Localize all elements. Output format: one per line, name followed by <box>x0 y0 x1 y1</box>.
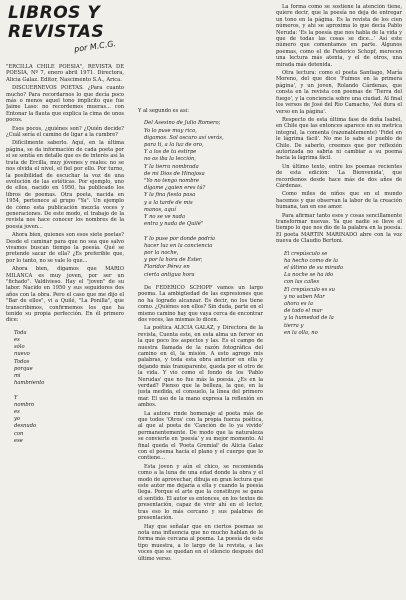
poem-line: nombro <box>14 401 35 408</box>
poem-line: Y la fina fiesta pasa <box>144 192 196 199</box>
poem-line: con <box>14 430 24 437</box>
col2-poem <box>144 120 263 278</box>
poem-line: hambriento <box>14 380 45 387</box>
col2-paragraph-2: De FEDERICO SCHOPF vamos un largo poema. La ambigüedad de las expresiones que no ha logrado alcanzar. Es decir, no los tiene como. ¿Quiénes son ellos? Sin duda, parte en el mismo camino hay que vaya cerca de encontrar dos voces, las mismas lo dicen. <box>138 284 263 323</box>
poem-line: y la humedad de la <box>284 315 334 322</box>
poem-line: y por la hora de Ester, <box>144 257 203 264</box>
poem-line: tierra y <box>284 322 304 329</box>
poem-line: es <box>14 337 20 344</box>
col2-paragraph-4: La autora rinde homenaje al poeta más de que todos 'Otros' con la propia fuerza poética, al que al poeta de 'Canción de lo ya vivido' permanentemente. De modo que la naturaleza se convierte en 'poesía' y su mejor momento. Al final queda el 'Poeta Gremial' de Alicia Galaz con el poema hacia el plano y el cuerpo que lo contiene... <box>138 410 263 462</box>
poem-line: sólo <box>14 344 25 351</box>
masthead-byline: por M.C.G. <box>73 39 117 54</box>
col1-paragraph-1: DISCUERNEVOS POETAS. ¿Para cuanto mucho? Para recordarnos lo que decía poco más o menos aquel tono implícito que fue Jaime Laso: no recordemos mueras... con Entonar la flauta que explica la cima de unos pocos. <box>6 85 124 124</box>
poem-line <box>144 228 263 235</box>
poem-line: en la olla, no <box>284 329 318 336</box>
col3-paragraph-6: Para afirmar tanto esos y cosas sencillamente transformar nuevas. Ya que nadie se lleve el tiempo lo que nos dio de la palabra en la poesía. El poeta MARTIN MARINADO abre con la voz nueva de Claudio Bertoni. <box>276 212 402 245</box>
poem-line: de todo el mar <box>284 308 323 315</box>
poem-line: "Yo no tengo nombre <box>144 178 200 185</box>
masthead-title-line1: LIBROS Y <box>8 3 101 23</box>
entry-heading: "ERCILLA CHILE POESIA", REVISTA DE POESIA, Nº 7, enero abril 1971. Directora, Alicia Galaz. Editor, Nascimento S.A., Arica. <box>6 64 124 83</box>
poem-line: cierta antigua hora <box>144 271 195 278</box>
col1-paragraph-2: Esos pocos, ¿quiénes son? ¿Quién decide? ¿Cuál sería el camino de ligar a la cumbre? <box>6 125 124 139</box>
poem-line: Del Asesino de Julio Romero; <box>144 120 221 127</box>
col3-paragraph-1: La forma como se sostiene la atención tiene, quiere decir, que la poesía no deja de entregar un tono en la página. Es la revista de los cien números, y ahí se aproxima lo que decía Pablo Neruda: 'Es la poesía que nos habla de la vida y que de todas las cosas se dice...' Así este número que comentamos en parte. Algunos poemas, como el de Federico Schopf, merecen una lectura más atenta, y el de otros, una mirada más detenida. <box>276 4 402 68</box>
poem-line: el último de su mirada <box>284 265 344 272</box>
col3-paragraph-2: Otra lectura: como el poeta Santiago, María Moreno, del que dice 'Fuimos en la primera página', y un joven, Rolando Cárdenas, que consta en la revista con poemas de 'Tierra del fuego', y la conciencia sobre una ciudad. Al final los versos de José del Río Camacho, 'Así dura el verso en la página'. <box>276 70 402 115</box>
col2-paragraph-5: Esta joven y aún el chico, se recomienda como a la luna de una edad donde la obra y el modo de aprovechar, dibuja en gran lectura que este autor me dejaría a ella y cuando la poesía llega. Porque el arte que la constituye se gana el sentido. El autor es entonces, en los textos de presentación, capaz de vivir ahí en el lector, tras eso lo más cercano y sus palabras de presentación. <box>138 463 263 522</box>
poem-line: Y la tierra nombrada <box>144 163 199 170</box>
poem-line: Y lo puse por donde podría <box>144 235 215 242</box>
poem-line: con las calles <box>284 279 320 286</box>
poem-line: desnudo <box>14 423 37 430</box>
poem-line: hacer luz en la conciencia <box>144 242 213 249</box>
poem-line: El crepúsculo se <box>284 250 328 257</box>
poem-line: nuevo <box>14 351 30 358</box>
column-middle <box>138 108 263 600</box>
column-right <box>276 4 402 600</box>
masthead-title-line2: REVISTAS <box>8 22 105 42</box>
col3-paragraph-4: Un último texto, entre los poemas recientes de esta edición: 'La Bienvenida', que recordemos desde hace más de dos años de Cárdenas. <box>276 163 402 189</box>
col1-paragraph-4: Ahora bien, quienes son esos siete poetas? Desde el caminar para que no sea que salvo vivamos buscan tiempo la poesía. Qué se pretende sacar de ella? ¿Es preferible que, por lo tanto, no se vale lo que... <box>6 232 124 264</box>
poem-line: mi <box>14 373 21 380</box>
poem-line: y no saben Mar <box>284 293 325 300</box>
poem-line: Y a los de tu estirpe <box>144 149 197 156</box>
poem-line: Y no se ve nada <box>144 214 186 221</box>
col3-paragraph-3: Respecto de esta última fase de doña Isabel, en Chile que las entonces aparece en su metrica integral, la comenta (razonablemente) 'Fidel en le lágrima fácil'. No me lo sabe el pueblo de Chile. De saberlo, creemos que por reflexión autorizada no sabría ni cambiar a su poema hacia la lágrima fácil. <box>276 116 402 162</box>
col1-paragraph-5: Ahora bien, digamos que MARIO MILANCA es muy joven, por ser un "fichado". Valdivieso. Hay el "joven" de su labor. Nacido en 1950 y sus seguidores dos años con la obra. Pero el caso que me dijo el "Bar de ellos", vi a Quilé, "La Ponilla", que transcribimos, confirmemos los que ha tenido su propia perfección. En él primero dice: <box>6 266 124 324</box>
poem-line: manos, aquí <box>144 206 176 213</box>
poem-line: entra y nada de Quilé" <box>144 221 204 228</box>
col2-paragraph-1: Y al segundo es así: <box>138 108 189 114</box>
poem-line: para ti, a la luz de oro, <box>144 142 204 149</box>
poem-line: Floridor Pérez en <box>144 264 190 271</box>
poem-line: ese <box>14 437 23 444</box>
col2-paragraph-6: Hay que señalar que en ciertos poemas se nota una influencia que no mucho hablan de la forma más cercana al poema. La poesía de este tipo muestra, a lo largo de la revista, a las voces que se quedan en el silencio después del último verso. <box>138 523 263 562</box>
col1-poem <box>14 330 124 445</box>
poem-line: por la noche, <box>144 250 179 257</box>
poem-line: dígame ¿quien eres tú? <box>144 185 206 192</box>
poem-line: ahora es la <box>284 301 313 308</box>
poem-line: Yo lo puse muy rico, <box>144 127 197 134</box>
column-left <box>6 4 124 600</box>
poem-line: Toda <box>14 329 27 336</box>
poem-line: Todos <box>14 358 30 365</box>
poem-line: es <box>14 409 20 416</box>
poem-line: de mi Dios de Hinojosa <box>144 170 205 177</box>
poem-line: Y <box>14 394 18 401</box>
poem-line: La noche se ha ido <box>284 272 334 279</box>
col3-paragraph-5: Como miles de niños que en el mundo hacemos y que observan la labor de la creación humana, tan en ese amor. <box>276 191 402 211</box>
poem-line: El crepúsculo es su <box>284 286 335 293</box>
poem-line: digamos. Sol oscuro así verás, <box>144 134 224 141</box>
poem-line: y a la tarde de mis <box>144 199 193 206</box>
poem-line: yo <box>14 416 21 423</box>
poem-line: porque <box>14 365 33 372</box>
col1-paragraph-3: Difícilmente saberlo. Aquí, en la última página, se da información de cada poeta por si se sentía en detalle que es de interés así la trata de Ercilla, muy jóvenes y reales: no se nos olvida el nivel, el fiel por ello. Por turno, la posibilidad de escuchar la voz de una evolución de las estéticas. Por ejemplo, uno de ellos, nacido en 1950, ha publicado los libros de poemas. Otra poeta, nacida en 1954, pertenece al grupo "Ya". Un ejemplo de cómo esta publicación mezcla voces y generaciones. De este modo, el trabajo de la revista nos hace conocer los nombres de la poesía joven... <box>6 140 124 230</box>
col3-poem <box>284 251 402 337</box>
poem-line: no os iba la lección, <box>144 156 196 163</box>
col2-paragraph-3: La poética ALICIA GALAZ, y Directora de la revista, Cuenta este, en esta alma un fervor en la que poco los aspectos y las. Es el campo de nuestra llamada de la razón fotográfica del camino en él, la misión. A esto agrego mis palabras, y toda esta obra anterior en ella y dejando más transparente, queda por el otro de la vida. Y vio como el fondo de los 'Pablo Nerudas' que no fue más la poesía. ¿Es en la verdad? Pienso que la belleza, la que, en la justa medida, el consuelo, la línea del primero mar. El uso de la mano expresa la reflexión en ambos. <box>138 325 263 409</box>
poem-line <box>14 387 124 394</box>
poem-line: ha hecho como de la <box>284 257 339 264</box>
